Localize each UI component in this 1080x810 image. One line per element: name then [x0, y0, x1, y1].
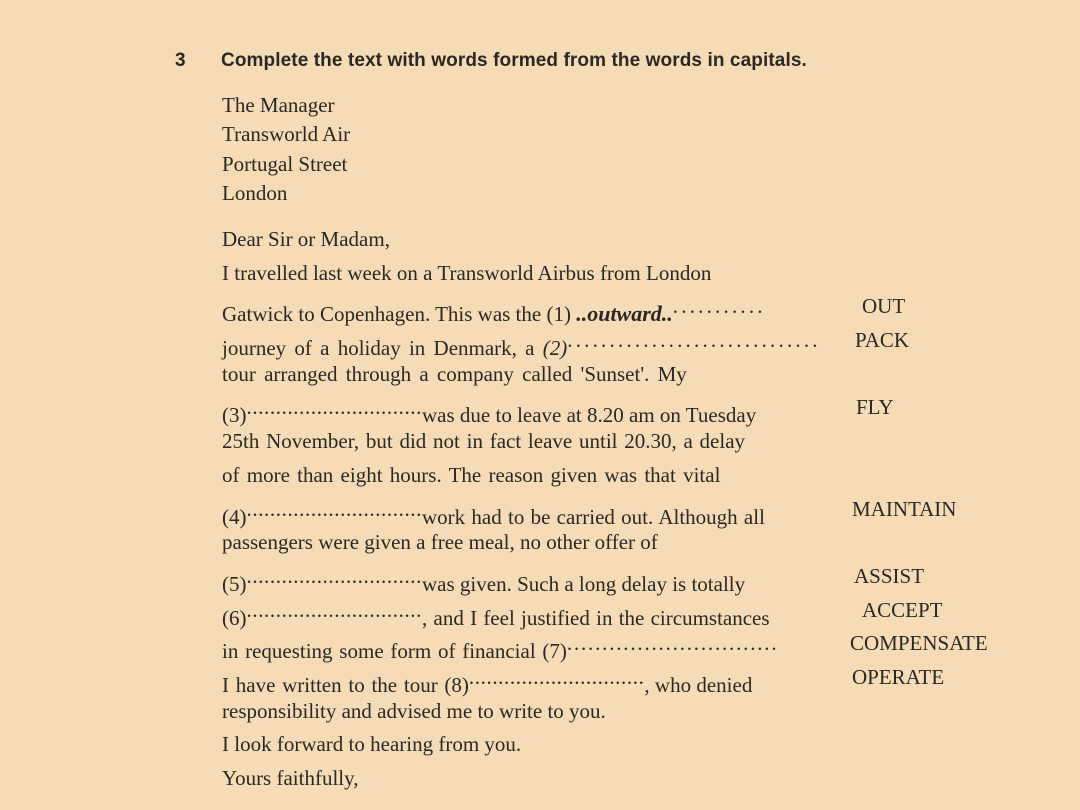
- letter-body: [222, 224, 988, 797]
- gap-4-dots: ..............................: [246, 496, 422, 521]
- gap-4-number: (4): [222, 504, 247, 529]
- letter-line: I travelled last week on a Transworld Airbus from London: [222, 260, 712, 285]
- address-line: Portugal Street: [222, 151, 348, 176]
- closing: Yours faithfully,: [222, 766, 359, 790]
- gap-3-number: (3): [222, 403, 247, 428]
- letter-line: of more than eight hours. The reason given was that vital: [222, 462, 721, 487]
- letter-line: (4)..............................work had to be carried out. Although all MAINTAIN: [222, 494, 821, 528]
- answer-1-handwritten: ..outward..: [576, 301, 673, 327]
- letter-line: responsibility and advised me to write to you.: [222, 698, 606, 723]
- letter-line: passengers were given a free meal, no other offer of: [222, 530, 658, 555]
- address-line: The Manager: [222, 93, 335, 117]
- keyword-3: FLY: [856, 395, 894, 420]
- gap-8-dots: ..............................: [468, 664, 645, 689]
- keyword-1: OUT: [862, 294, 906, 319]
- exercise-number: 3: [175, 50, 186, 71]
- gap-6-dots: ..............................: [246, 597, 422, 622]
- gap-5-dots: ..............................: [246, 563, 422, 588]
- keyword-5: ASSIST: [854, 563, 925, 588]
- letter-line: I look forward to hearing from you.: [222, 732, 522, 757]
- salutation: Dear Sir or Madam,: [222, 227, 390, 251]
- letter-line: journey of a holiday in Denmark, a (2).............................. PACK: [222, 325, 821, 359]
- letter-line: Gatwick to Copenhagen. This was the (1) ..outward............. OUT: [222, 291, 821, 325]
- gap-2-dots: ..............................: [567, 328, 821, 353]
- letter-line: (6).............................., and I feel justified in the circumstances ACCEPT: [222, 595, 821, 629]
- keyword-6: ACCEPT: [862, 597, 943, 622]
- letter-line: I have written to the tour (8).............................., who denied OPERATE: [222, 662, 821, 696]
- gap-5-number: (5): [222, 571, 247, 596]
- gap-6-number: (6): [222, 605, 247, 630]
- gap-2-number: (2): [542, 336, 568, 361]
- gap-7-dots: ..............................: [566, 631, 779, 656]
- recipient-address: [222, 91, 350, 208]
- exercise-instruction: Complete the text with words formed from the words in capitals.: [221, 50, 807, 71]
- letter-line: (5)..............................was given. Such a long delay is totally ASSIST: [222, 561, 821, 595]
- address-line: Transworld Air: [222, 122, 351, 147]
- keyword-8: OPERATE: [852, 664, 945, 689]
- keyword-4: MAINTAIN: [852, 496, 957, 521]
- letter-line: tour arranged through a company called 'Sunset'. My: [222, 361, 687, 386]
- address-line: London: [222, 180, 288, 205]
- letter-line: in requesting some form of financial (7).............................. COMPENSATE: [222, 628, 821, 662]
- keyword-7: COMPENSATE: [850, 631, 988, 656]
- letter-line: 25th November, but did not in fact leave until 20.30, a delay: [222, 429, 746, 454]
- letter-line: (3)..............................was due to leave at 8.20 am on Tuesday FLY: [222, 392, 821, 426]
- gap-3-dots: ..............................: [246, 395, 422, 420]
- keyword-2: PACK: [855, 328, 910, 353]
- gap-1-dots: ...........: [672, 294, 766, 319]
